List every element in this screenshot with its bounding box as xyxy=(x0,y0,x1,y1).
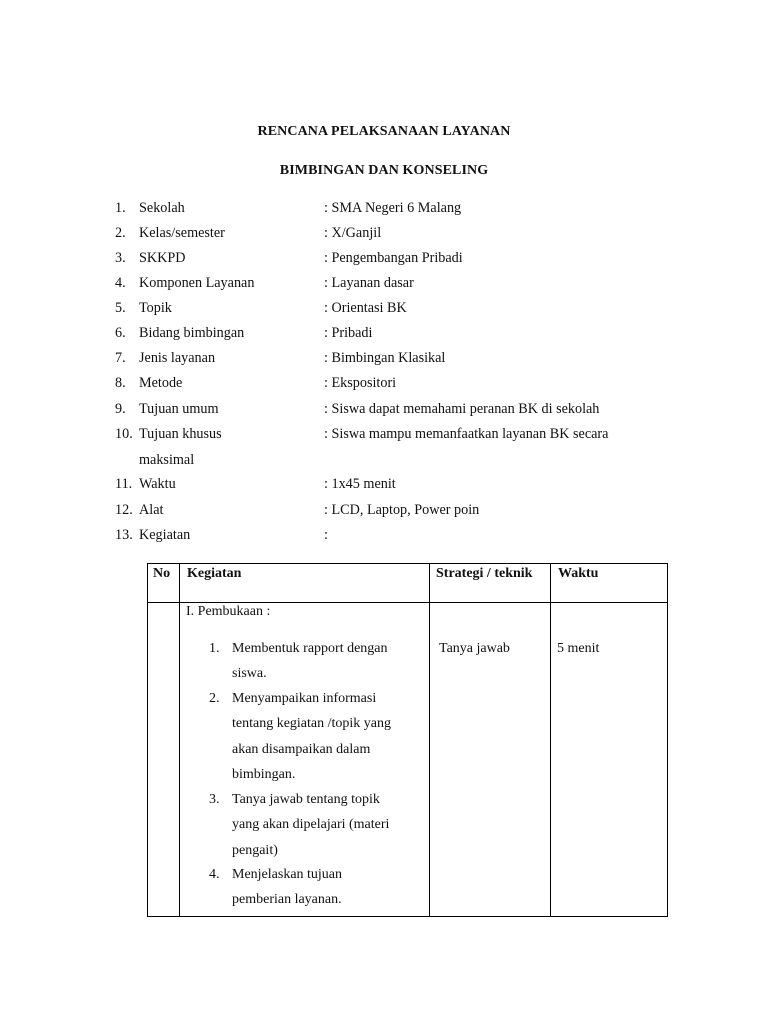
info-row-metode: 8. Metode : Ekspositori xyxy=(115,375,397,391)
info-label: Komponen Layanan xyxy=(139,275,255,291)
info-value: : Siswa mampu memanfaatkan layanan BK secara xyxy=(324,426,609,442)
info-row-alat: 12. Alat : LCD, Laptop, Power poin xyxy=(115,502,480,518)
info-row-topik: 5. Topik : Orientasi BK xyxy=(115,300,407,316)
info-value-continuation: maksimal xyxy=(139,452,195,468)
info-value: : Layanan dasar xyxy=(324,275,414,291)
info-row-sekolah: 1. Sekolah : SMA Negeri 6 Malang xyxy=(115,200,462,216)
header-waktu: Waktu xyxy=(558,566,599,581)
info-label: Waktu xyxy=(139,476,176,492)
table-divider xyxy=(179,564,180,916)
info-row-tujuan-umum: 9. Tujuan umum : Siswa dapat memahami peranan BK di sekolah xyxy=(115,401,600,417)
activity-table: No Kegiatan Strategi / teknik Waktu I. Pembukaan : Tanya jawab 5 menit 1. Membentuk rapport dengan siswa. 2. Menyampaikan informasi tentang kegiatan /topik yang akan disampaikan dalam bimbingan. 3. Tanya jawab tentang topik yang akan dipelajari (materi pengait) 4. Menjelaskan tujuan pemberian layanan. xyxy=(147,563,668,917)
table-header-divider xyxy=(148,602,667,603)
section-title: I. Pembukaan : xyxy=(186,604,271,619)
info-label: Alat xyxy=(139,502,164,518)
info-row-jenis: 7. Jenis layanan : Bimbingan Klasikal xyxy=(115,350,446,366)
strategi-value: Tanya jawab xyxy=(439,641,510,656)
info-label: Jenis layanan xyxy=(139,350,216,366)
info-label: SKKPD xyxy=(139,250,186,266)
waktu-value: 5 menit xyxy=(557,641,600,656)
info-value: : Orientasi BK xyxy=(324,300,407,316)
info-value: : Siswa dapat memahami peranan BK di sekolah xyxy=(324,401,600,417)
info-label: Tujuan umum xyxy=(139,401,219,417)
info-row-tujuan-khusus: 10. Tujuan khusus : Siswa mampu memanfaatkan layanan BK secara xyxy=(115,426,609,442)
header-no: No xyxy=(153,566,171,581)
info-value: : xyxy=(324,527,328,543)
info-row-komponen: 4. Komponen Layanan : Layanan dasar xyxy=(115,275,414,291)
info-row-skkpd: 3. SKKPD : Pengembangan Pribadi xyxy=(115,250,463,266)
document-title: RENCANA PELAKSANAAN LAYANAN xyxy=(257,124,511,139)
info-label: Kegiatan xyxy=(139,527,191,543)
info-value: : Ekspositori xyxy=(324,375,397,391)
table-divider xyxy=(550,564,551,916)
info-value: : X/Ganjil xyxy=(324,225,382,241)
info-label: Sekolah xyxy=(139,200,185,216)
document-subtitle: BIMBINGAN DAN KONSELING xyxy=(279,163,489,178)
info-label: Topik xyxy=(139,300,172,316)
info-value: : Pengembangan Pribadi xyxy=(324,250,463,266)
info-value: : Pribadi xyxy=(324,325,373,341)
info-value: : Bimbingan Klasikal xyxy=(324,350,446,366)
info-row-waktu: 11. Waktu : 1x45 menit xyxy=(115,476,396,492)
info-row-bidang: 6. Bidang bimbingan : Pribadi xyxy=(115,325,373,341)
info-value: : SMA Negeri 6 Malang xyxy=(324,200,462,216)
header-strategi: Strategi / teknik xyxy=(436,566,533,581)
info-label: Kelas/semester xyxy=(139,225,225,241)
info-row-kegiatan: 13. Kegiatan : xyxy=(115,527,328,543)
info-label: Tujuan khusus xyxy=(139,426,222,442)
info-label: Bidang bimbingan xyxy=(139,325,245,341)
info-row-kelas: 2. Kelas/semester : X/Ganjil xyxy=(115,225,382,241)
table-divider xyxy=(429,564,430,916)
info-value: : LCD, Laptop, Power poin xyxy=(324,502,480,518)
info-value: : 1x45 menit xyxy=(324,476,396,492)
info-label: Metode xyxy=(139,375,183,391)
header-kegiatan: Kegiatan xyxy=(187,566,242,581)
